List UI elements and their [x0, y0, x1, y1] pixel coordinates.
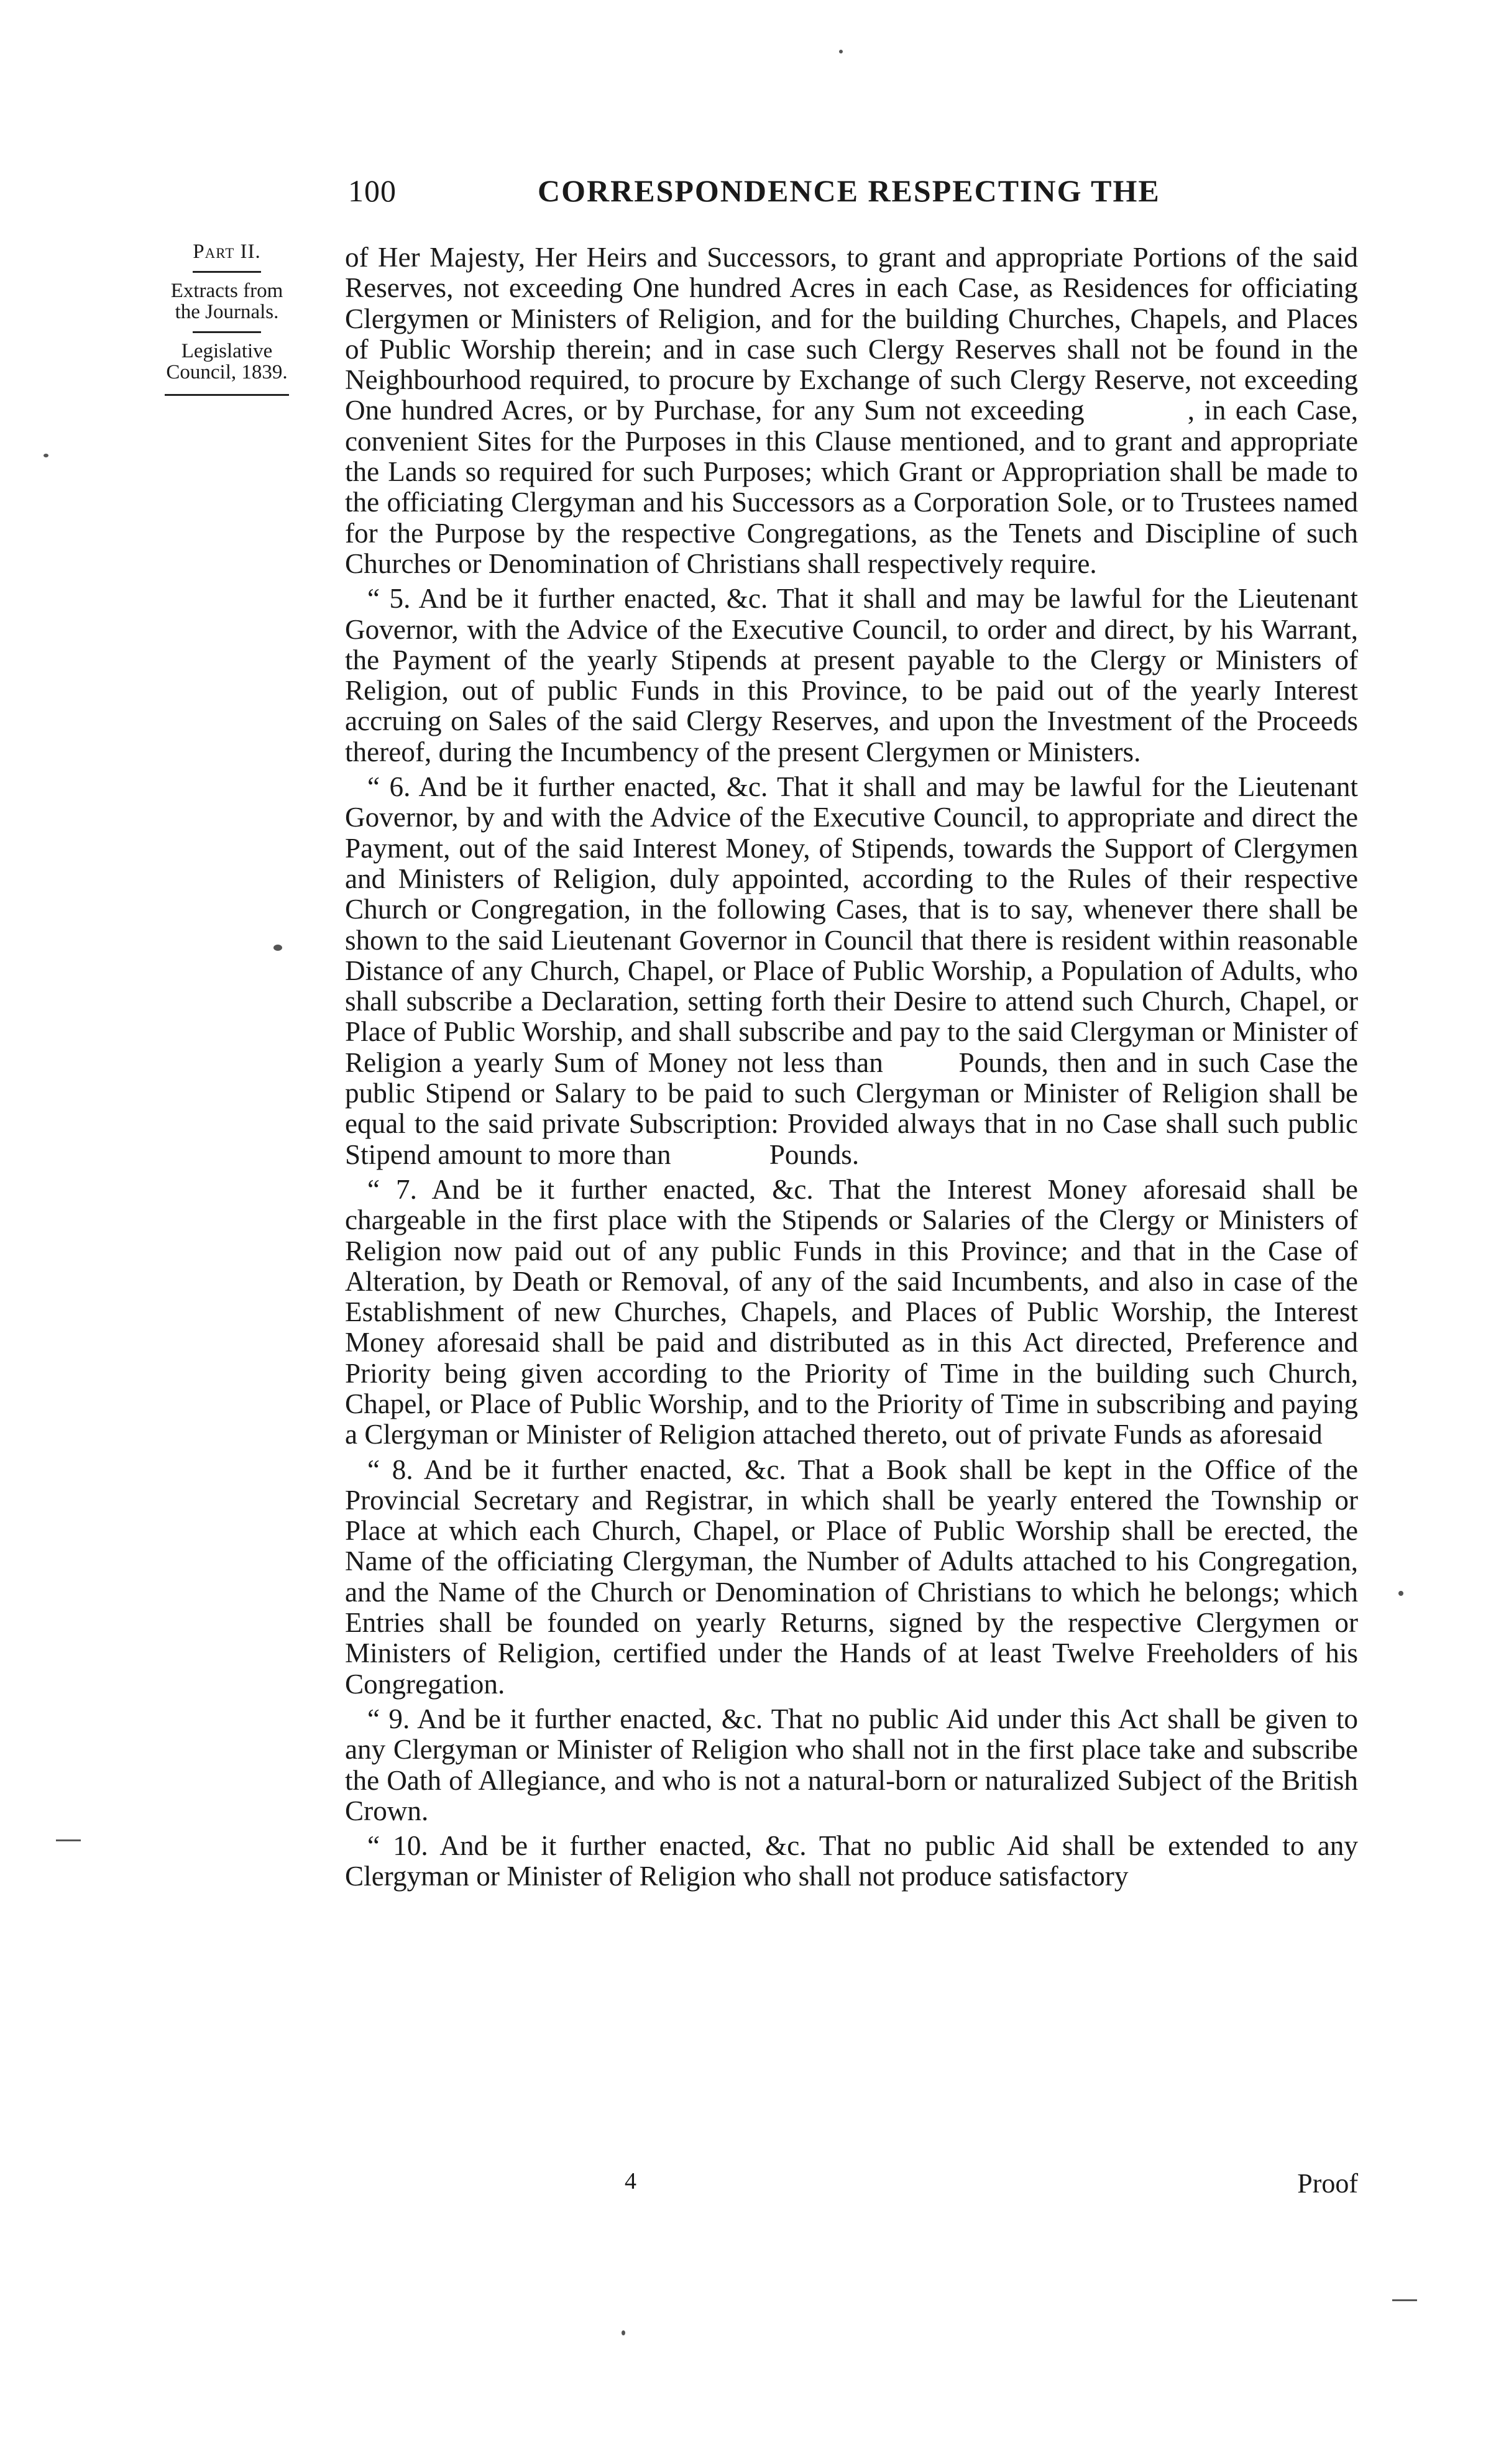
- page-number: 100: [348, 173, 397, 208]
- paragraph: “ 6. And be it further enacted, &c. That it shall and may be lawful for the Lieutenant Governor, by and with the Advice of the Executive Council, to appropriate and direct the Payment, out of the said Interest Money, of Stipends, towards the Support of Clergymen and Ministers of Religion, duly appointed, according to the Rules of their respective Church or Congregation, in the following Cases, that is to say, whenever there shall be shown to the said Lieutenant Governor in Council that there is resident within reasonable Distance of any Church, Chapel, or Place of Public Worship, a Population of Adults, who shall subscribe a Declaration, setting forth their Desire to attend such Church, Chapel, or Place of Public Worship, and shall subscribe and pay to the said Clergyman or Minister of Religion a yearly Sum of Money not less than Pounds, then and in such Case the public Stipend or Salary to be paid to such Clergyman or Minister of Religion shall be equal to the said private Subscription: Provided always that in no Case shall such public Stipend amount to more than Pounds.: [345, 771, 1358, 1170]
- paragraph: “ 5. And be it further enacted, &c. That it shall and may be lawful for the Lieutenant Governor, with the Advice of the Executive Council, to order and direct, by his Warrant, the Payment of the yearly Stipends at present payable to the Clergy or Ministers of Religion, out of public Funds in this Province, to be paid out of the yearly Interest accruing on Sales of the said Clergy Reserves, and upon the Investment of the Proceeds thereof, during the Incumbency of the present Clergymen or Ministers.: [345, 583, 1358, 767]
- paragraph: “ 9. And be it further enacted, &c. That no public Aid under this Act shall be given to any Clergyman or Minister of Religion who shall not in the first place take and subscribe the Oath of Allegiance, and who is not a natural-born or naturalized Subject of the British Crown.: [345, 1703, 1358, 1826]
- margin-rule: [193, 271, 261, 273]
- page-footer: [345, 2168, 1358, 2205]
- paragraph: “ 10. And be it further enacted, &c. That no public Aid shall be extended to any Clergyman or Minister of Religion who shall not produce satisfactory: [345, 1830, 1358, 1892]
- margin-rule: [165, 394, 289, 396]
- paragraph: “ 8. And be it further enacted, &c. That a Book shall be kept in the Office of the Provincial Secretary and Registrar, in which shall be yearly entered the Township or Place at which each Church, Chapel, or Place of Public Worship shall be erected, the Name of the officiating Clergyman, the Number of Adults attached to his Congregation, and the Name of the Church or Denomination of Christians to which he belongs; which Entries shall be founded on yearly Returns, signed by the respective Clergymen or Ministers of Religion, certified under the Hands of at least Twelve Freeholders of his Congregation.: [345, 1454, 1358, 1700]
- paragraph: “ 7. And be it further enacted, &c. That the Interest Money aforesaid shall be chargeable in the first place with the Stipends or Salaries of the Clergy or Ministers of Religion now paid out of any public Funds in this Province; and that in the Case of Alteration, by Death or Removal, of any of the said Incumbents, and also in case of the Establishment of new Churches, Chapels, and Places of Public Worship, the Interest Money aforesaid shall be paid and distributed as in this Act directed, Preference and Priority being given according to the Priority of Time in the building such Church, Chapel, or Place of Public Worship, and to the Priority of Time in subscribing and paying a Clergyman or Minister of Religion attached thereto, out of private Funds as aforesaid: [345, 1173, 1358, 1450]
- body-text: [345, 242, 1358, 1897]
- scan-speck: [56, 1839, 81, 1841]
- margin-subsection: Legislative Council, 1839.: [166, 340, 288, 383]
- paragraph: of Her Majesty, Her Heirs and Successors, to grant and appropriate Portions of the said Reserves, not exceeding One hundred Acres in each Case, as Residences for officiating Clergymen or Ministers of Religion, and for the building Churches, Chapels, and Places of Public Worship therein; and in case such Clergy Reserves shall not be found in the Neighbourhood required, to procure by Exchange of such Clergy Reserve, not exceeding One hundred Acres, or by Purchase, for any Sum not exceeding , in each Case, convenient Sites for the Purposes in this Clause mentioned, and to grant and appropriate the Lands so required for such Purposes; which Grant or Appropriation shall be made to the officiating Clergyman and his Successors as a Corporation Sole, or to Trustees named for the Purpose by the respective Congregations, as the Tenets and Discipline of such Churches or Denomination of Christians shall respectively require.: [345, 242, 1358, 579]
- margin-section: Extracts from the Journals.: [170, 280, 283, 323]
- signature-mark: 4: [625, 2168, 636, 2194]
- margin-part: Part II.: [193, 240, 261, 263]
- scan-speck: [839, 50, 843, 53]
- catchword: Proof: [1297, 2168, 1358, 2199]
- scan-speck: [44, 454, 48, 457]
- margin-rule: [193, 331, 261, 333]
- scan-speck: [622, 2330, 625, 2335]
- running-title: CORRESPONDENCE RESPECTING THE: [538, 173, 1160, 208]
- scan-speck: [1398, 1591, 1403, 1596]
- running-head: [348, 173, 1168, 216]
- margin-note: [158, 241, 295, 403]
- scan-speck: [1392, 2299, 1417, 2301]
- scan-speck: [273, 945, 282, 951]
